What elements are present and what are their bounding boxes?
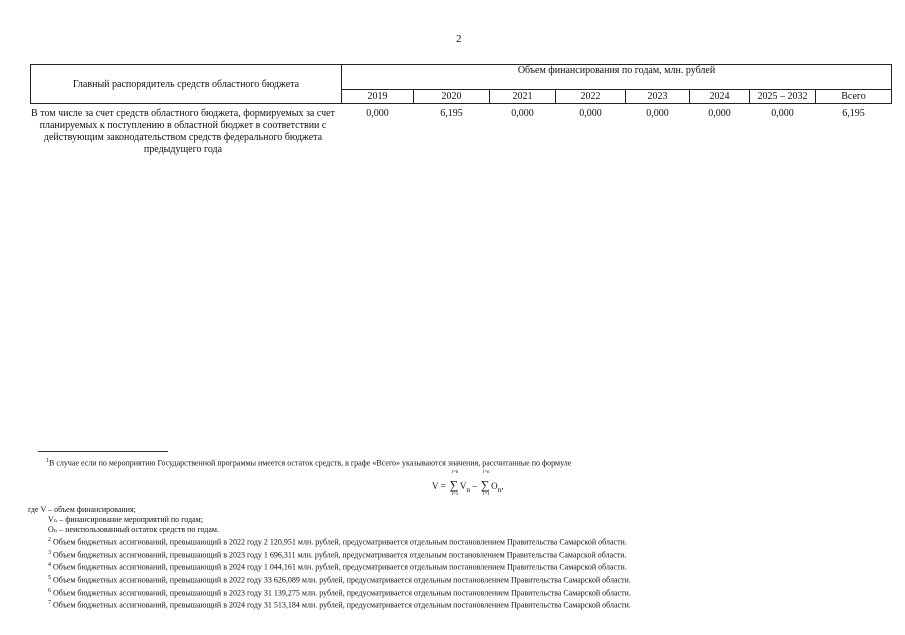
formula-term-o: O: [491, 481, 498, 491]
definition-on: Oₙ – неиспользованный остаток средств по годам.: [48, 525, 219, 534]
table-row: [31, 104, 892, 157]
footnote-item: [28, 586, 631, 599]
sum-lower-limit: i=1: [482, 492, 490, 497]
footnote-item: [28, 535, 631, 548]
row-label: В том числе за счет средств областного бюджета, формируемых за счет планируемых к поступлению в областной бюджет в соответствии с действующим законодательством средств федерального бюджета предыдущего года: [31, 108, 335, 155]
footnote-marker: 7: [48, 600, 51, 607]
table-cell: 0,000: [771, 108, 794, 119]
header-year: 2023: [626, 90, 690, 104]
formula: [432, 470, 504, 504]
header-year: 2020: [414, 90, 490, 104]
table-cell: 0,000: [511, 108, 534, 119]
header-year: 2022: [556, 90, 626, 104]
header-total: Всего: [816, 90, 892, 104]
sum-symbol-1: ∑ i=n i=1: [449, 478, 459, 493]
footnote-list: [28, 505, 631, 611]
footnote-marker: 4: [48, 562, 51, 569]
formula-lhs: V =: [432, 481, 448, 491]
table-cell: 0,000: [708, 108, 731, 119]
footnote-text: Объем бюджетных ассигнований, превышающий в 2023 году 1 696,311 млн. рублей, предусматривается отдельным постановлением Правительства Самарской области.: [53, 550, 627, 560]
footnote-marker: 3: [48, 549, 51, 556]
formula-tail: ,: [501, 481, 504, 491]
footnote-marker: 1: [46, 458, 49, 464]
definition-vn: Vₙ – финансирование мероприятий по годам;: [48, 515, 203, 524]
sum-upper-limit: i=n: [451, 470, 459, 475]
footnote-marker: 5: [48, 574, 51, 581]
formula-term-v-sub: n: [466, 484, 471, 494]
footnote-item: [28, 560, 631, 573]
footnote-text: В случае если по мероприятию Государственной программы имеется остаток средств, в графе «Всего» указываются значения, рассчитанные по формуле: [49, 458, 572, 468]
header-year: 2024: [690, 90, 750, 104]
footnote-1: [46, 458, 571, 468]
header-year: 2019: [342, 90, 414, 104]
footnote-item: [28, 598, 631, 611]
page-number: 2: [456, 33, 462, 45]
definition-v: где V – объем финансирования;: [28, 505, 136, 514]
footnote-text: Объем бюджетных ассигнований, превышающий в 2022 году 2 120,951 млн. рублей, предусматривается отдельным постановлением Правительства Самарской области.: [53, 537, 627, 547]
sum-upper-limit: i=n: [482, 470, 490, 475]
footnote-marker: 6: [48, 587, 51, 594]
footnote-item: [28, 573, 631, 586]
footnote-text: Объем бюджетных ассигнований, превышающий в 2023 году 31 139,275 млн. рублей, предусматривается отдельным постановлением Правительства Самарской области.: [53, 588, 631, 598]
footnote-item: [28, 548, 631, 561]
header-year: 2025 – 2032: [750, 90, 816, 104]
table-cell: 6,195: [440, 108, 463, 119]
table-cell: 0,000: [646, 108, 669, 119]
footnote-text: Объем бюджетных ассигнований, превышающий в 2024 году 1 044,161 млн. рублей, предусматривается отдельным постановлением Правительства Самарской области.: [53, 562, 627, 572]
financing-table: [30, 64, 892, 156]
header-year: 2021: [490, 90, 556, 104]
footnote-text: Объем бюджетных ассигнований, превышающий в 2022 году 33 626,089 млн. рублей, предусматривается отдельным постановлением Правительства Самарской области.: [53, 575, 631, 585]
table-cell: 0,000: [366, 108, 389, 119]
formula-term-o-sub: n: [497, 484, 502, 494]
table-cell-total: 6,195: [842, 108, 865, 119]
header-financing-volume: Объем финансирования по годам, млн. рублей: [342, 65, 892, 90]
sum-lower-limit: i=1: [451, 492, 459, 497]
footnote-divider: [38, 451, 168, 452]
formula-minus: –: [470, 481, 480, 491]
sum-symbol-2: ∑ i=n i=1: [480, 478, 490, 493]
table-cell: 0,000: [579, 108, 602, 119]
footnote-text: Объем бюджетных ассигнований, превышающий в 2024 году 31 513,184 млн. рублей, предусматривается отдельным постановлением Правительства Самарской области.: [53, 600, 631, 610]
formula-term-v: V: [459, 481, 467, 491]
footnote-marker: 2: [48, 537, 51, 543]
header-distributor: Главный распорядитель средств областного бюджета: [31, 65, 342, 104]
